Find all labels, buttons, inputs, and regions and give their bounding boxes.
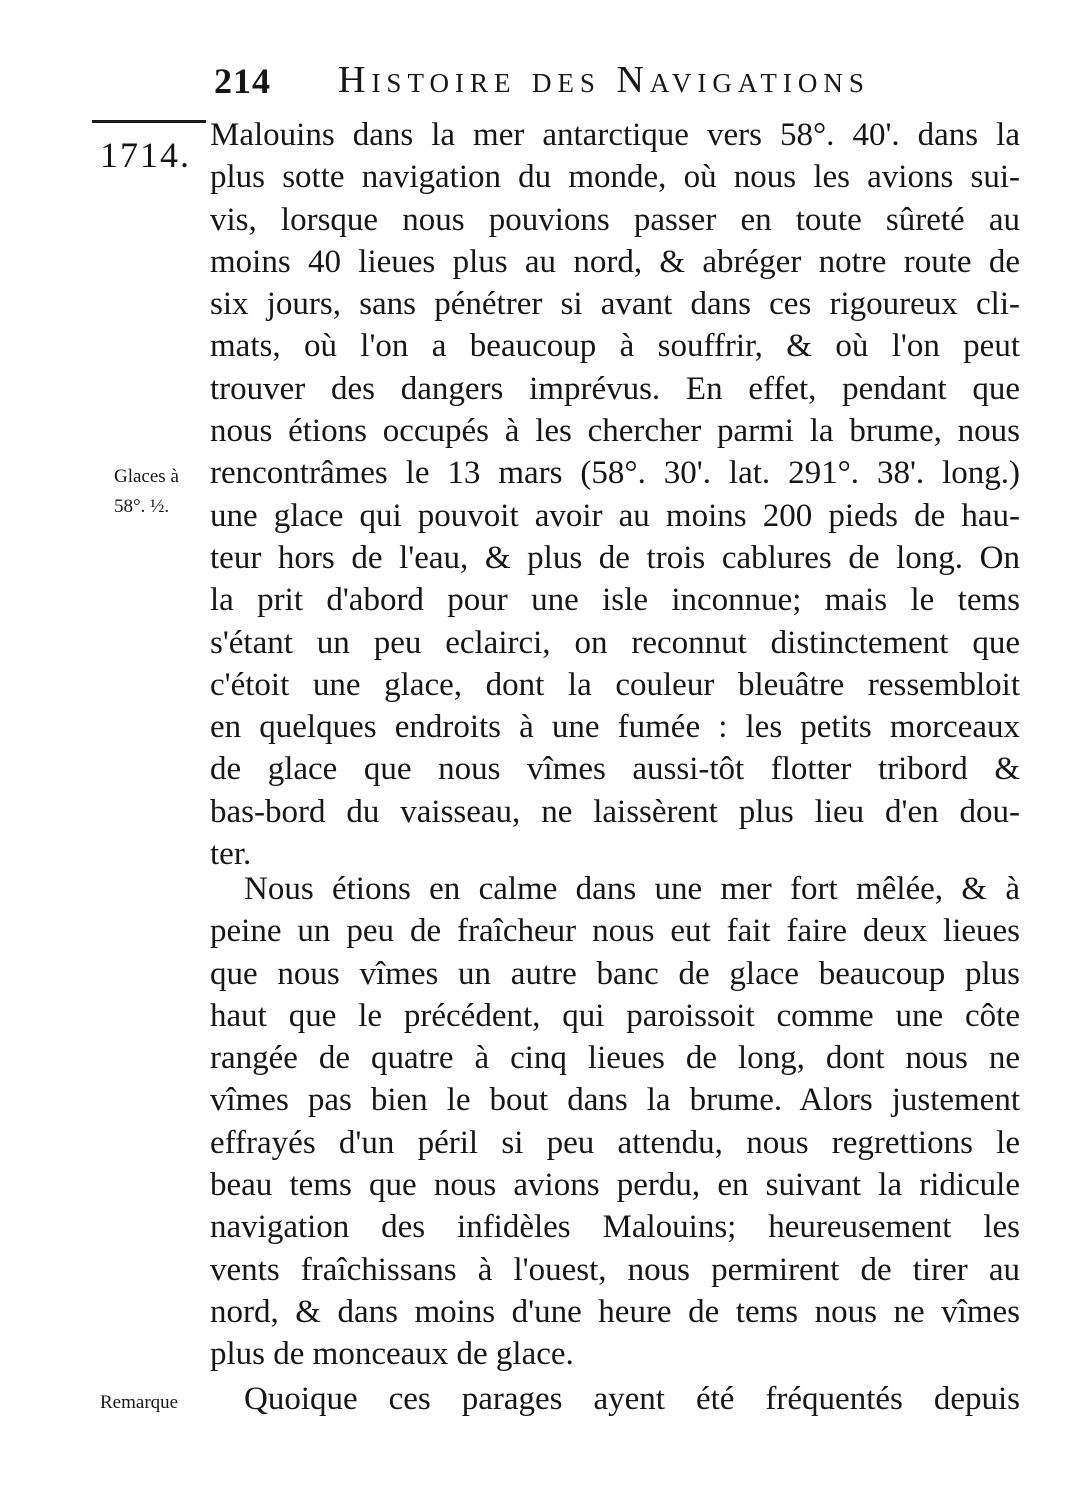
text-line: en quelques endroits à une fumée : les petits morceaux <box>210 709 1020 746</box>
margin-year: 1714. <box>100 135 191 175</box>
margin-note-line: Glaces à <box>114 466 179 487</box>
text-line: teur hors de l'eau, & plus de trois cablures de long. On <box>210 539 1020 576</box>
page-header <box>214 58 974 102</box>
page-number: 214 <box>214 61 271 101</box>
text-line: vîmes pas bien le bout dans la brume. Alors justement <box>210 1082 1020 1119</box>
text-line: vis, lorsque nous pouvions passer en toute sûreté au <box>210 201 1020 238</box>
paragraph-3 <box>210 1378 1020 1420</box>
text-line: navigation des infidèles Malouins; heureusement les <box>210 1209 1020 1246</box>
margin-note-line: 58°. ½. <box>114 496 170 517</box>
text-line: ter. <box>210 836 252 873</box>
text-line: plus de monceaux de glace. <box>210 1336 574 1373</box>
text-line: rencontrâmes le 13 mars (58°. 30'. lat. 291°. 38'. long.) <box>210 455 1020 492</box>
running-title: Histoire des Navigations <box>338 59 870 101</box>
text-line: trouver des dangers imprévus. En effet, pendant que <box>210 370 1020 407</box>
text-line: Quoique ces parages ayent été fréquentés depuis <box>244 1381 1020 1417</box>
text-line: Malouins dans la mer antarctique vers 58°. 40'. dans la <box>210 117 1020 153</box>
text-line: effrayés d'un péril si peu attendu, nous regrettions le <box>210 1124 1020 1161</box>
text-line: rangée de quatre à cinq lieues de long, dont nous ne <box>210 1040 1020 1077</box>
text-line: vents fraîchissans à l'ouest, nous permirent de tirer au <box>210 1251 1020 1288</box>
text-line: nord, & dans moins d'une heure de tems nous ne vîmes <box>210 1293 1020 1330</box>
text-line: que nous vîmes un autre banc de glace beaucoup plus <box>210 955 1020 992</box>
text-line: moins 40 lieues plus au nord, & abréger notre route de <box>210 243 1020 280</box>
text-line: c'étoit une glace, dont la couleur bleuâtre ressembloit <box>210 666 1020 703</box>
text-line: une glace qui pouvoit avoir au moins 200 pieds de hau- <box>210 497 1020 534</box>
text-line: haut que le précédent, qui paroissoit comme une côte <box>210 997 1020 1034</box>
text-line: peine un peu de fraîcheur nous eut fait faire deux lieues <box>210 913 1020 950</box>
text-line: Nous étions en calme dans une mer fort mêlée, & à <box>244 871 1020 907</box>
margin-note-remarque: Remarque <box>100 1392 179 1413</box>
text-line: bas-bord du vaisseau, ne laissèrent plus lieu d'en dou- <box>210 793 1020 830</box>
text-line: plus sotte navigation du monde, où nous les avions sui- <box>210 159 1020 196</box>
text-line: de glace que nous vîmes aussi-tôt flotter tribord & <box>210 751 1020 788</box>
text-line: la prit d'abord pour une isle inconnue; mais le tems <box>210 582 1020 619</box>
paragraph-2 <box>210 868 1020 1376</box>
paragraph-1 <box>210 114 1020 875</box>
margin-note-glaces <box>114 462 204 522</box>
text-line: six jours, sans pénétrer si avant dans ces rigoureux cli- <box>210 286 1020 323</box>
text-line: mats, où l'on a beaucoup à souffrir, & où l'on peut <box>210 328 1020 365</box>
margin-rule <box>92 120 206 123</box>
text-line: s'étant un peu eclairci, on reconnut distinctement que <box>210 624 1020 661</box>
text-line: nous étions occupés à les chercher parmi la brume, nous <box>210 413 1020 450</box>
text-line: beau tems que nous avions perdu, en suivant la ridicule <box>210 1167 1020 1204</box>
